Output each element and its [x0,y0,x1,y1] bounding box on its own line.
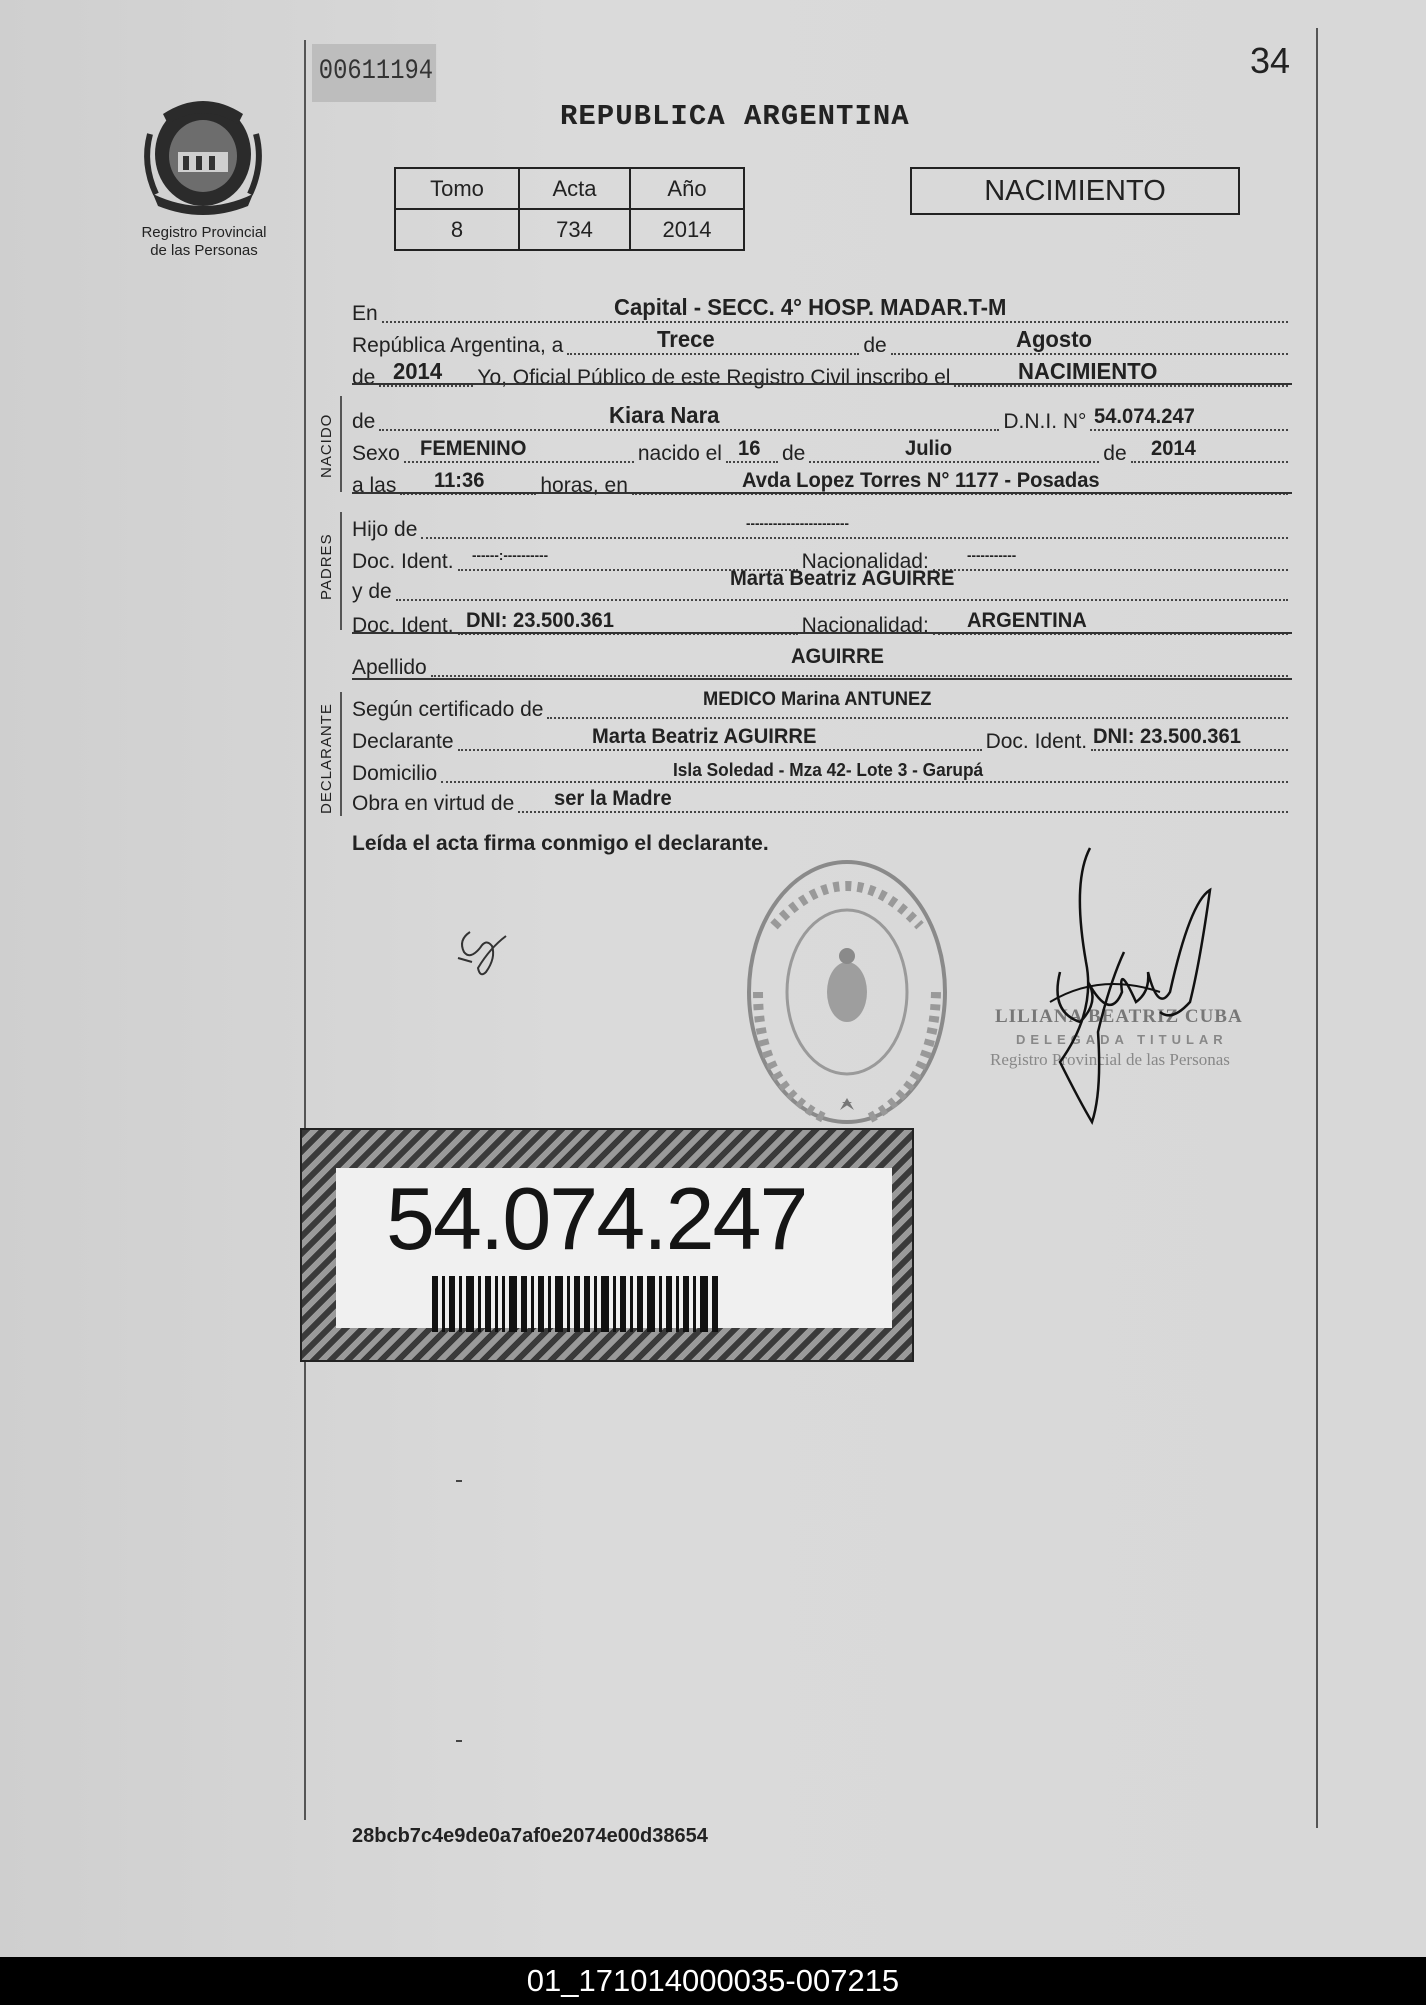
serial-number: 00611194 [312,44,436,102]
birth-place: Avda Lopez Torres N° 1177 - Posadas [741,469,1100,492]
record-type-box: NACIMIENTO [910,167,1240,215]
declarante-name: Marta Beatriz AGUIRRE [591,725,816,748]
left-margin-line [304,40,306,1820]
barcode-bar [531,1276,534,1332]
barcode-bar [584,1276,590,1332]
logo-caption-line1: Registro Provincial [141,224,267,241]
dni-sticker-label [336,1168,892,1328]
padres-bracket [340,512,342,630]
father-doc: ------:---------- [471,547,548,563]
barcode-bar [538,1276,544,1332]
official-role-stamp: DELEGADA TITULAR [1016,1032,1228,1047]
barcode-bar [712,1276,718,1332]
row-certificado [352,689,1292,722]
registry-table-header [395,168,744,209]
nacido-bracket [340,396,342,492]
closing-statement: Leída el acta firma conmigo el declarante. [352,832,769,855]
dni-sticker [300,1128,914,1362]
header-anio: Año [630,168,744,209]
row-madre [352,567,1292,604]
registry-table [394,167,745,251]
right-margin-line [1316,28,1318,1828]
barcode-bar [495,1276,498,1332]
barcode-bar [574,1276,580,1332]
barcode-bar [594,1276,597,1332]
barcode-bar [478,1276,481,1332]
row-sexo [352,436,1292,466]
barcode-bar [601,1276,609,1332]
barcode-bar [555,1276,563,1332]
header-tomo: Tomo [395,168,519,209]
inscribo-label: Yo, Oficial Público de este Registro Civil inscribo el [477,366,951,389]
hijo-label: Hijo de [352,518,418,541]
barcode-bar [502,1276,505,1332]
separator-2 [352,492,1292,494]
domicilio-label: Domicilio [352,762,438,785]
value-anio: 2014 [630,209,744,250]
margin-tick-2 [456,1740,462,1742]
barcode-bar [548,1276,551,1332]
separator-4 [352,678,1292,680]
horas-label: horas, en [540,474,628,497]
barcode-bar [659,1276,662,1332]
nacido-side-label: NACIDO [318,413,335,478]
value-acta: 734 [519,209,630,250]
scan-footer-id: 01_171014000035-007215 [0,1957,1426,2005]
logo-caption-line2: de las Personas [150,242,258,259]
barcode-bar [449,1276,455,1332]
year-prefix-label: de [352,366,376,389]
barcode-bar [683,1276,689,1332]
official-circular-seal [744,856,950,1128]
nacido-de-label: de [352,410,376,433]
doc-ident-label-1: Doc. Ident. [352,550,454,573]
republica-label: República Argentina, a [352,334,564,357]
official-name-stamp: LILIANA BEATRIZ CUBA [995,1006,1243,1027]
child-name: Kiara Nara [609,402,720,428]
certificado-label: Según certificado de [352,698,544,721]
mother-doc: DNI: 23.500.361 [465,609,614,632]
barcode-bar [700,1276,708,1332]
barcode-bar [637,1276,643,1332]
certificado-value: MEDICO Marina ANTUNEZ [703,689,932,710]
barcode-bar [521,1276,527,1332]
row-nacido-name [352,404,1292,434]
page-number: 34 [1250,40,1291,81]
mother-name: Marta Beatriz AGUIRRE [729,567,955,590]
sexo-label: Sexo [352,442,400,465]
nacionalidad-label-2: Nacionalidad: [801,614,929,637]
barcode-bar [485,1276,491,1332]
barcode-bar [630,1276,633,1332]
declarante-side-label: DECLARANTE [318,703,335,814]
barcode-bar [666,1276,672,1332]
row-hijo [352,512,1292,542]
barcode-bar [432,1276,438,1332]
barcode-bar [466,1276,474,1332]
logo-caption [124,224,284,260]
header-acta: Acta [519,168,630,209]
birth-day: 16 [737,437,761,460]
barcode-bar [509,1276,517,1332]
en-label: En [352,302,378,325]
row-declarante [352,724,1292,754]
month-value: Agosto [1015,326,1092,352]
margin-tick-1 [456,1480,462,1482]
declarante-doc-label: Doc. Ident. [985,730,1088,753]
declarant-initials-signature [450,918,520,978]
en-value: Capital - SECC. 4° HOSP. MADAR.T-M [613,294,1007,320]
dni-sticker-number: 54.074.247 [386,1169,807,1268]
barcode-bar [647,1276,655,1332]
mother-nationality: ARGENTINA [966,609,1087,632]
a-las-label: a las [352,474,397,497]
official-office-stamp: Registro Provincial de las Personas [990,1050,1230,1069]
row-en [352,296,1292,326]
barcode-bar [567,1276,570,1332]
birth-time: 11:36 [434,469,485,492]
row-apellido [352,645,1292,680]
de-label-3: de [1103,442,1127,465]
apellido-label: Apellido [352,656,427,679]
father-nationality: ----------- [966,547,1017,563]
de-label: de [863,334,887,357]
separator-3 [352,632,1292,634]
declarante-label: Declarante [352,730,454,753]
document-hash: 28bcb7c4e9de0a7af0e2074e00d38654 [352,1825,708,1847]
barcode-bar [459,1276,462,1332]
day-value: Trece [657,326,716,352]
country-heading: REPUBLICA ARGENTINA [560,100,910,133]
declarante-doc: DNI: 23.500.361 [1093,725,1242,748]
birth-year: 2014 [1150,437,1196,460]
row-republica [352,328,1292,358]
barcode-bar [613,1276,616,1332]
inscribo-value: NACIMIENTO [1018,358,1158,384]
value-tomo: 8 [395,209,519,250]
sexo-value: FEMENINO [419,437,527,460]
barcode-bar [693,1276,696,1332]
domicilio-value: Isla Soledad - Mza 42- Lote 3 - Garupá [673,760,984,780]
year-value: 2014 [393,358,443,384]
barcode-bar [442,1276,445,1332]
row-domicilio [352,756,1292,786]
doc-ident-label-2: Doc. Ident. [352,614,454,637]
birth-month: Julio [905,437,953,460]
padres-side-label: PADRES [318,533,335,600]
barcode-bar [620,1276,626,1332]
nacido-el-label: nacido el [637,442,722,465]
dni-barcode [432,1276,722,1332]
apellido-value: AGUIRRE [790,645,884,668]
separator-1 [352,383,1292,385]
declarante-bracket [340,692,342,816]
child-dni: 54.074.247 [1094,405,1196,428]
province-seal-logo [138,94,268,218]
row-obra [352,786,1292,816]
nacionalidad-label-1: Nacionalidad: [801,550,929,573]
obra-value: ser la Madre [554,787,672,810]
official-signature [1040,842,1220,1132]
barcode-bar [676,1276,679,1332]
registry-table-values [395,209,744,250]
obra-label: Obra en virtud de [352,792,515,815]
de-label-2: de [781,442,806,465]
father-name: ----------------------- [746,515,850,531]
dni-label: D.N.I. N° [1003,410,1087,433]
row-inscribo [352,360,1292,390]
y-de-label: y de [352,580,392,603]
